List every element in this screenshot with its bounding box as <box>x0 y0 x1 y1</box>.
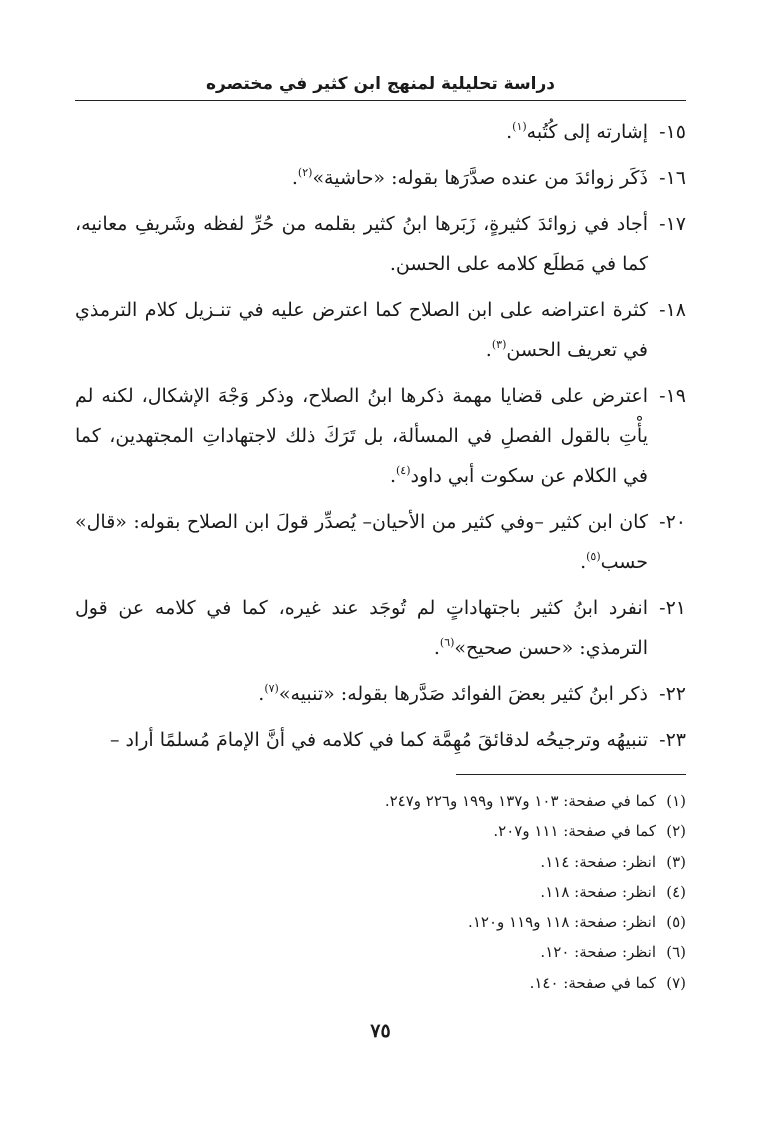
item-number: ٢٠- <box>659 511 686 533</box>
list-item <box>75 204 686 284</box>
footnote <box>75 907 686 937</box>
list-item <box>75 502 686 582</box>
footnote-divider <box>456 774 686 775</box>
footnote-text: كما في صفحة: ١٤٠. <box>529 973 656 992</box>
footnote <box>75 816 686 846</box>
list-item <box>75 588 686 668</box>
footnote-text: كما في صفحة: ١٠٣ و١٣٧ و١٩٩ و٢٢٦ و٢٤٧. <box>384 792 656 810</box>
footnote-ref: (٢) <box>297 166 313 179</box>
item-text: كثرة اعتراضه على ابن الصلاح كما اعترض عليه في تنـزيل كلام الترمذي في تعريف الحسن$^{(٣)}$. <box>75 299 648 361</box>
running-header: دراسة تحليلية لمنهج ابن كثير في مختصره <box>75 74 686 101</box>
footnote-ref: (٥) <box>586 550 601 563</box>
footnote-ref: (٤) <box>396 464 411 477</box>
item-number: ١٧- <box>659 213 686 235</box>
list-item <box>75 674 686 714</box>
item-text: أجاد في زوائدَ كثيرةٍ، زَبَرها ابنُ كثير بقلمه من حُرِّ لفظه وشَريفِ معانيه، كما في مَطلَع كلامه على الحسن. <box>75 213 648 275</box>
item-number: ٢١- <box>659 597 686 619</box>
item-text: انفرد ابنُ كثير باجتهاداتٍ لم تُوجَد عند غيره، كما في كلامه عن قول الترمذي: «حسن صحيح»$^{(٦)}$. <box>75 597 648 659</box>
item-text: تنبيهُه وترجيحُه لدقائقَ مُهِمَّة كما في كلامه في أنَّ الإمامَ مُسلمًا أراد – <box>109 729 648 751</box>
list-item <box>75 376 686 496</box>
footnote-ref: (٣) <box>491 338 507 351</box>
footnote-ref: (٦) <box>439 636 455 649</box>
item-number: ٢٢- <box>659 683 686 705</box>
list-item <box>75 112 686 152</box>
item-text: إشارته إلى كُتُبه$^{(١)}$. <box>506 120 648 143</box>
footnote-text: انظر: صفحة: ١١٨. <box>540 882 656 901</box>
footnote-number: (٤) <box>666 882 686 901</box>
footnotes <box>75 786 686 998</box>
item-text: ذكر ابنُ كثير بعضَ الفوائد صَدَّرها بقوله: «تنبيه»$^{(٧)}$. <box>258 682 648 705</box>
footnote <box>75 786 686 816</box>
item-number: ١٩- <box>659 385 686 407</box>
footnote <box>75 968 686 998</box>
list-item <box>75 290 686 370</box>
item-text: ذَكَر زوائدَ من عنده صدَّرَها بقوله: «حاشية»$^{(٢)}$. <box>291 166 648 189</box>
footnote-text: كما في صفحة: ١١١ و٢٠٧. <box>493 822 656 841</box>
item-number: ١٥- <box>659 121 686 143</box>
footnote-number: (٥) <box>666 913 686 932</box>
footnote-number: (٣) <box>666 852 686 871</box>
numbered-list <box>75 112 686 766</box>
footnote-ref: (١) <box>512 120 527 133</box>
item-number: ١٦- <box>659 167 686 189</box>
item-number: ٢٣- <box>659 729 686 751</box>
page-number: ٧٥ <box>370 1020 391 1042</box>
footnote-text: انظر: صفحة: ١١٤. <box>540 852 656 871</box>
list-item <box>75 720 686 760</box>
footnote-ref: (٧) <box>264 682 279 695</box>
item-text: كان ابن كثير –وفي كثير من الأحيان– يُصدِّر قولَ ابن الصلاح بقوله: «قال» حسب$^{(٥)}$. <box>75 511 648 573</box>
footnote <box>75 847 686 877</box>
footnote-text: انظر: صفحة: ١١٨ و١١٩ و١٢٠. <box>468 913 656 932</box>
footnote-number: (٧) <box>666 973 686 992</box>
item-text: اعترض على قضايا مهمة ذكرها ابنُ الصلاح، وذكر وَجْهَ الإشكال، لكنه لم يأْتِ بالقول الفصلِ في المسألة، بل تَرَكَ ذلك لاجتهاداتِ المجتهدين، كما في الكلام عن سكوت أبي داود$^{(٤)}$. <box>75 385 648 487</box>
footnote-number: (٦) <box>666 943 686 962</box>
footnote-number: (١) <box>666 792 686 810</box>
list-item <box>75 158 686 198</box>
footnote-number: (٢) <box>666 822 686 841</box>
footnote-text: انظر: صفحة: ١٢٠. <box>540 943 656 962</box>
footnote <box>75 937 686 967</box>
item-number: ١٨- <box>659 299 686 321</box>
footnote <box>75 877 686 907</box>
